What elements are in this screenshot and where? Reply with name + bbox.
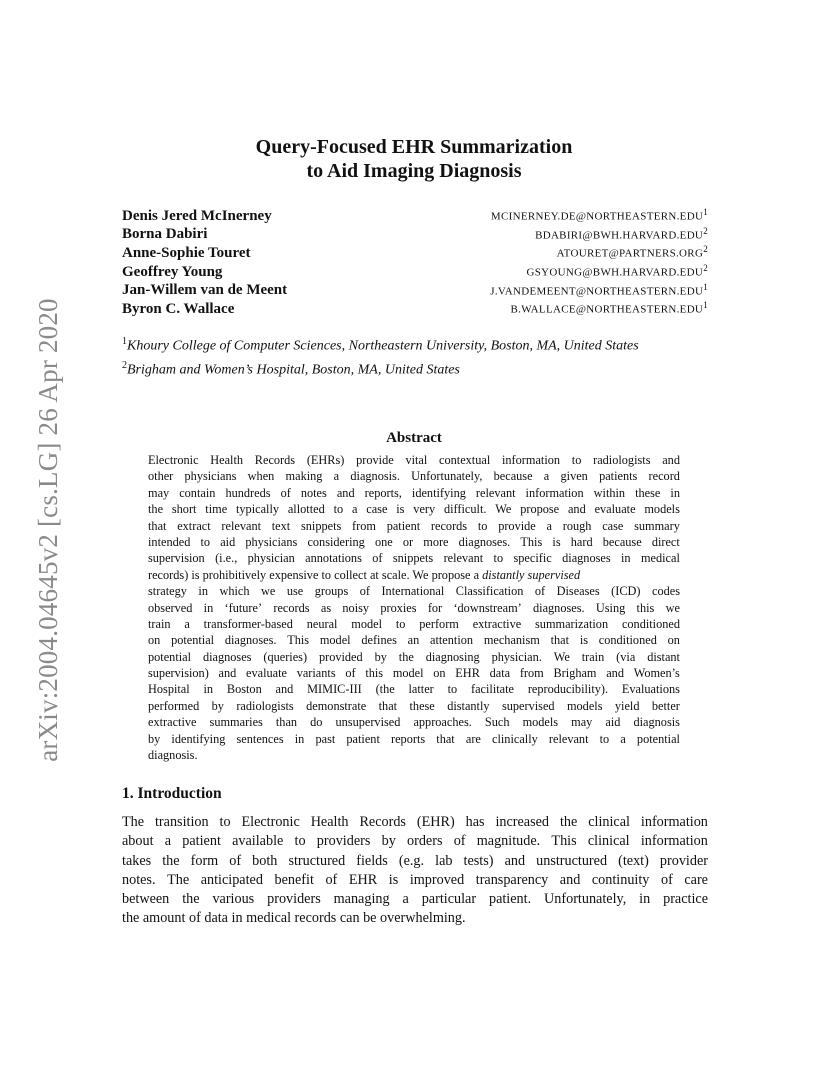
author-email: B.WALLACE@NORTHEASTERN.EDU$^1$ — [510, 300, 708, 317]
intro-line: notes. The anticipated benefit of EHR is improved transparency and continuity of care — [122, 871, 708, 888]
abstract-line: by identifying sentences in past patient reports that are clinically relevant to a potential — [148, 731, 680, 746]
author-list — [122, 207, 708, 319]
abstract-line: other physicians when making a diagnosis. Unfortunately, because a given patients record — [148, 469, 680, 484]
intro-line: the amount of data in medical records can be overwhelming. — [122, 910, 466, 927]
arxiv-identifier: arXiv:2004.04645v2 [cs.LG] 26 Apr 2020 — [33, 298, 63, 762]
paper-title-line-1: Query-Focused EHR Summarization — [255, 136, 573, 158]
abstract-line: performed by radiologists demonstrate that these distantly supervised models yield better — [148, 698, 680, 713]
abstract-line: potential diagnoses (queries) provided by the diagnosing physician. We train (via distant — [148, 649, 680, 664]
author-email: MCINERNEY.DE@NORTHEASTERN.EDU$^1$ — [490, 207, 708, 223]
abstract-heading: Abstract — [386, 430, 442, 446]
intro-line: between the various providers managing a particular patient. Unfortunately, in practice — [122, 891, 708, 908]
author-email: J.VANDEMEENT@NORTHEASTERN.EDU$^1$ — [490, 281, 708, 298]
abstract-line: extractive summaries than do unsupervised approaches. Such models may aid diagnosis — [148, 715, 680, 730]
author-name: Anne-Sophie Touret — [122, 245, 251, 262]
abstract-line: Hospital in Boston and MIMIC-III (the latter to facilitate reproducibility). Evaluations — [148, 682, 680, 697]
intro-line: about a patient available to providers by orders of magnitude. This clinical information — [122, 833, 708, 850]
author-name: Byron C. Wallace — [122, 301, 235, 318]
abstract-line: intended to aid physicians considering one or more diagnoses. This is hard because direct — [148, 534, 680, 549]
intro-line: takes the form of both structured fields (e.g. lab tests) and unstructured (text) provider — [122, 852, 708, 869]
abstract-line: supervision) and evaluate variants of this model on EHR data from Brigham and Women’s — [148, 666, 680, 681]
author-row — [122, 226, 708, 245]
abstract-line: Electronic Health Records (EHRs) provide vital contextual information to radiologists and — [148, 453, 680, 467]
author-row — [122, 282, 708, 301]
affiliation-2: $^2$Brigham and Women’s Hospital, Boston, MA, United States — [122, 359, 460, 378]
intro-line: The transition to Electronic Health Records (EHR) has increased the clinical information — [122, 814, 708, 830]
abstract-line: the short time typically allotted to a case is very difficult. We propose and evaluate models — [148, 502, 680, 517]
author-email: GSYOUNG@BWH.HARVARD.EDU$^2$ — [526, 263, 708, 279]
affiliation-1: $^1$Khoury College of Computer Sciences, Northeastern University, Boston, MA, United States — [122, 336, 639, 354]
author-row — [122, 244, 708, 263]
introduction-body — [122, 813, 708, 929]
affiliations — [122, 332, 722, 379]
abstract-line: strategy in which we use groups of International Classification of Diseases (ICD) codes — [148, 584, 680, 599]
author-email: ATOURET@PARTNERS.ORG$^2$ — [556, 244, 708, 261]
abstract-line: on potential diagnoses. This model defines an attention mechanism that is conditioned on — [148, 633, 680, 648]
author-name: Jan-Willem van de Meent — [122, 282, 288, 299]
abstract-line: that extract relevant text snippets from patient records to provide a rough case summary — [148, 518, 680, 533]
abstract-line: diagnosis. — [148, 748, 198, 763]
author-row — [122, 263, 708, 282]
author-name: Borna Dabiri — [122, 226, 208, 243]
paper-title-line-2: to Aid Imaging Diagnosis — [306, 160, 522, 182]
abstract-line: may contain hundreds of notes and reports, identifying relevant information within these in — [148, 485, 680, 500]
abstract-line: records) is prohibitively expensive to collect at scale. We propose a distantly supervised — [148, 567, 581, 582]
abstract-line: observed in ‘future’ records as noisy proxies for ‘downstream’ diagnoses. Using this we — [148, 600, 680, 615]
author-row — [122, 207, 708, 226]
abstract-body — [148, 452, 680, 763]
author-email: BDABIRI@BWH.HARVARD.EDU$^2$ — [535, 225, 708, 242]
abstract-line: train a transformer-based neural model to perform extractive summarization conditioned — [148, 616, 680, 631]
author-name: Geoffrey Young — [122, 263, 223, 280]
abstract-italic-phrase: distantly supervised — [482, 567, 581, 582]
abstract-line: supervision (i.e., physician annotations of snippets relevant to specific diagnoses in medical — [148, 551, 680, 566]
author-name: Denis Jered McInerney — [122, 207, 272, 224]
author-row — [122, 300, 708, 319]
section-heading-introduction: 1. Introduction — [122, 785, 222, 802]
